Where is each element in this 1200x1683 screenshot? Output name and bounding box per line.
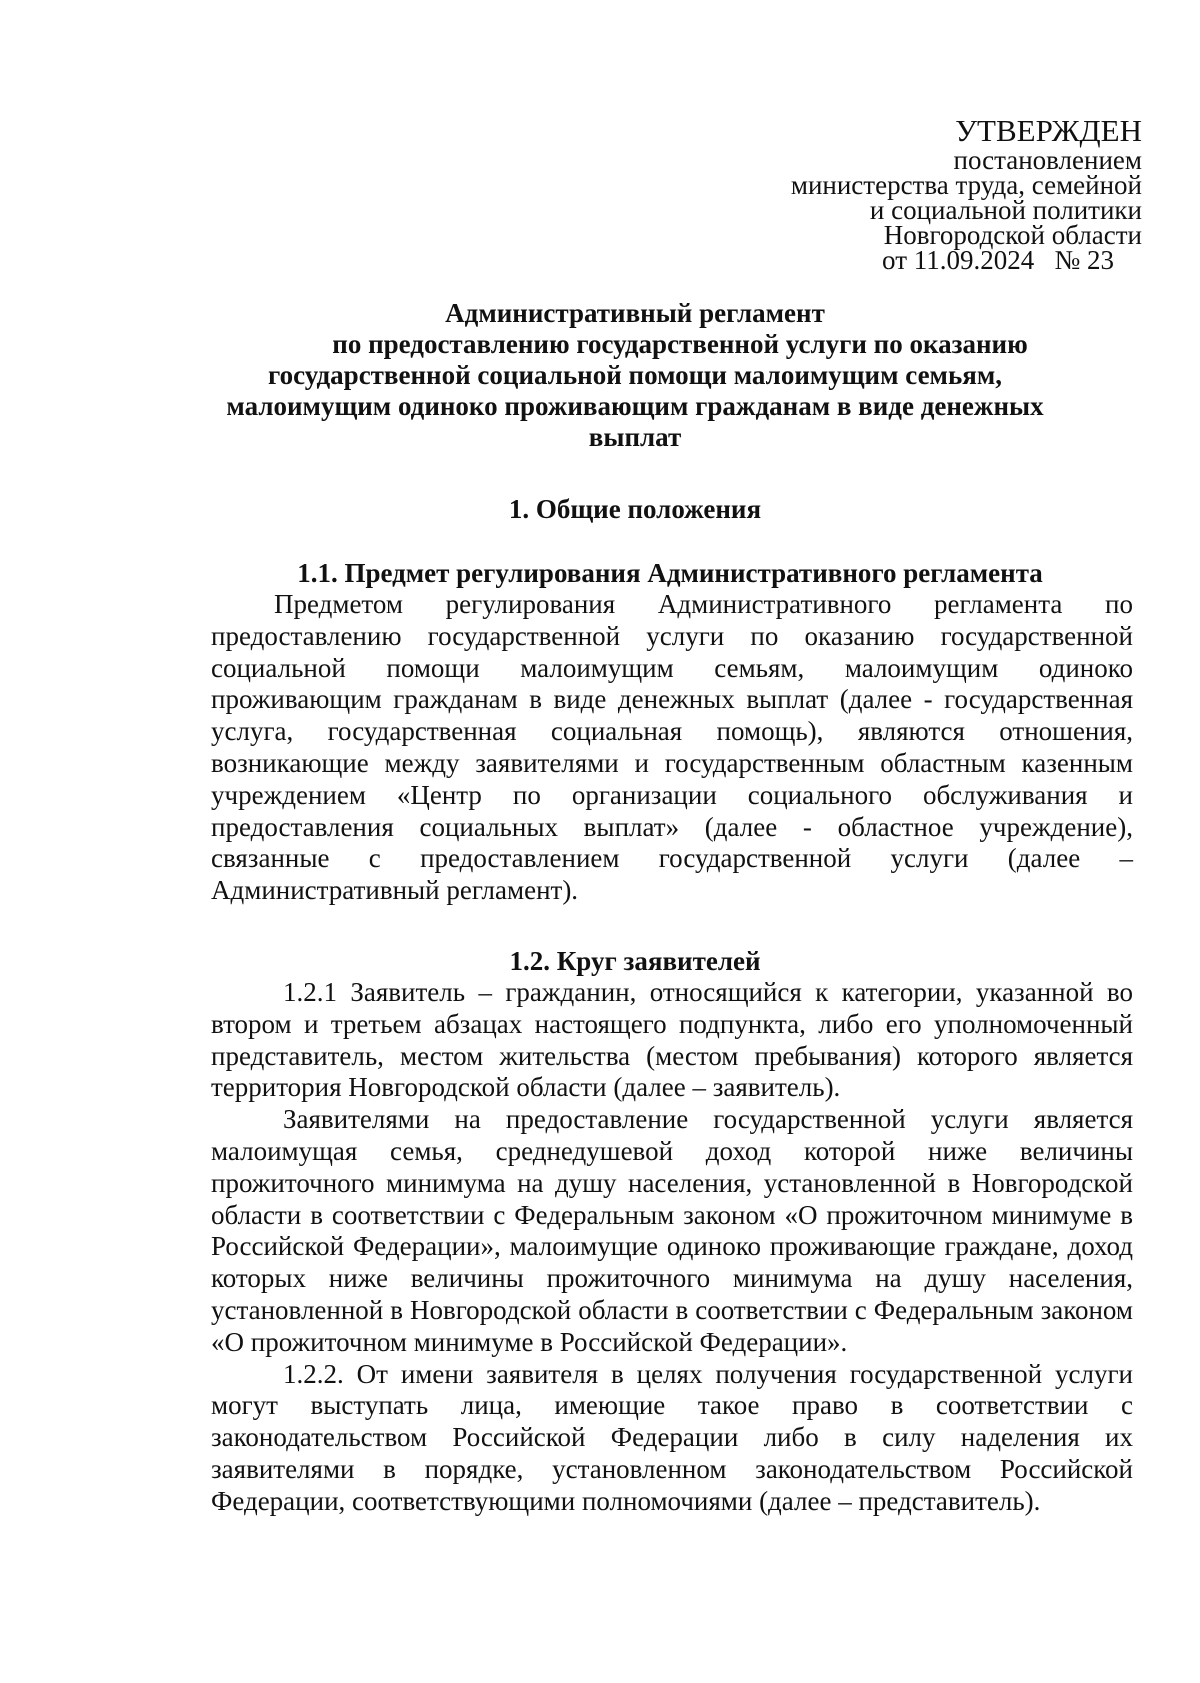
subsection-heading-subject: 1.1. Предмет регулирования Административного регламента xyxy=(297,558,1043,588)
applicants-paragraph-block xyxy=(211,977,1133,1518)
approval-line: Новгородской области xyxy=(883,220,1142,250)
title-line: государственной социальной помощи малоимущим семьям, xyxy=(268,360,1002,390)
subsection-heading-applicants: 1.2. Круг заявителей xyxy=(509,946,761,976)
subject-paragraph: Предметом регулирования Административного регламента по предоставлению государственной услуги по оказанию государственной социальной помощи малоимущим семьям, малоимущим одиноко проживающим гражданам в виде денежных выплат (далее - государственная услуга, государственная социальная помощь), являются отношения, возникающие между заявителями и государственным областным казенным учреждением «Центр по организации социального обслуживания и предоставления социальных выплат» (далее - областное учреждение), связанные с предоставлением государственной услуги (далее – Административный регламент). xyxy=(211,589,1133,906)
approval-stamp-block xyxy=(791,114,1142,273)
title-line: выплат xyxy=(588,422,682,452)
approval-line: и социальной политики xyxy=(869,195,1142,225)
subject-paragraph-block xyxy=(211,589,1133,907)
approval-line: министерства труда, семейной xyxy=(790,170,1142,200)
title-line: малоимущим одиноко проживающим гражданам в виде денежных xyxy=(226,391,1044,421)
approval-stamp-title: УТВЕРЖДЕН xyxy=(955,113,1142,148)
applicants-paragraph: 1.2.2. От имени заявителя в целях получения государственной услуги могут выступать лица, имеющие такое право в соответствии с законодательством Российской Федерации либо в силу наделения их заявителями в порядке, установленном законодательством Российской Федерации, соответствующими полномочиями (далее – представитель). xyxy=(211,1358,1133,1516)
applicants-paragraph: 1.2.1 Заявитель – гражданин, относящийся к категории, указанной во втором и третьем абзацах настоящего подпункта, либо его уполномоченный представитель, местом жительства (местом пребывания) которого является территория Новгородской области (далее – заявитель). xyxy=(211,977,1133,1103)
approval-line: постановлением xyxy=(953,145,1142,175)
title-line: по предоставлению государственной услуги по оказанию xyxy=(332,329,1028,359)
approval-date-line xyxy=(791,245,1142,275)
applicants-paragraph: Заявителями на предоставление государственной услуги является малоимущая семья, среднедушевой доход которой ниже величины прожиточного минимума на душу населения, установленной в Новгородской области в соответствии с Федеральным законом «О прожиточном минимуме в Российской Федерации», малоимущие одиноко проживающие граждане, доход которых ниже величины прожиточного минимума на душу населения, установленной в Новгородской области в соответствии с Федеральным законом «О прожиточном минимуме в Российской Федерации». xyxy=(211,1104,1133,1357)
section-heading-general: 1. Общие положения xyxy=(508,494,762,524)
title-line: Административный регламент xyxy=(445,298,825,328)
approval-date-number: от 11.09.2024 № 23 xyxy=(882,245,1114,275)
document-title xyxy=(150,298,1120,453)
